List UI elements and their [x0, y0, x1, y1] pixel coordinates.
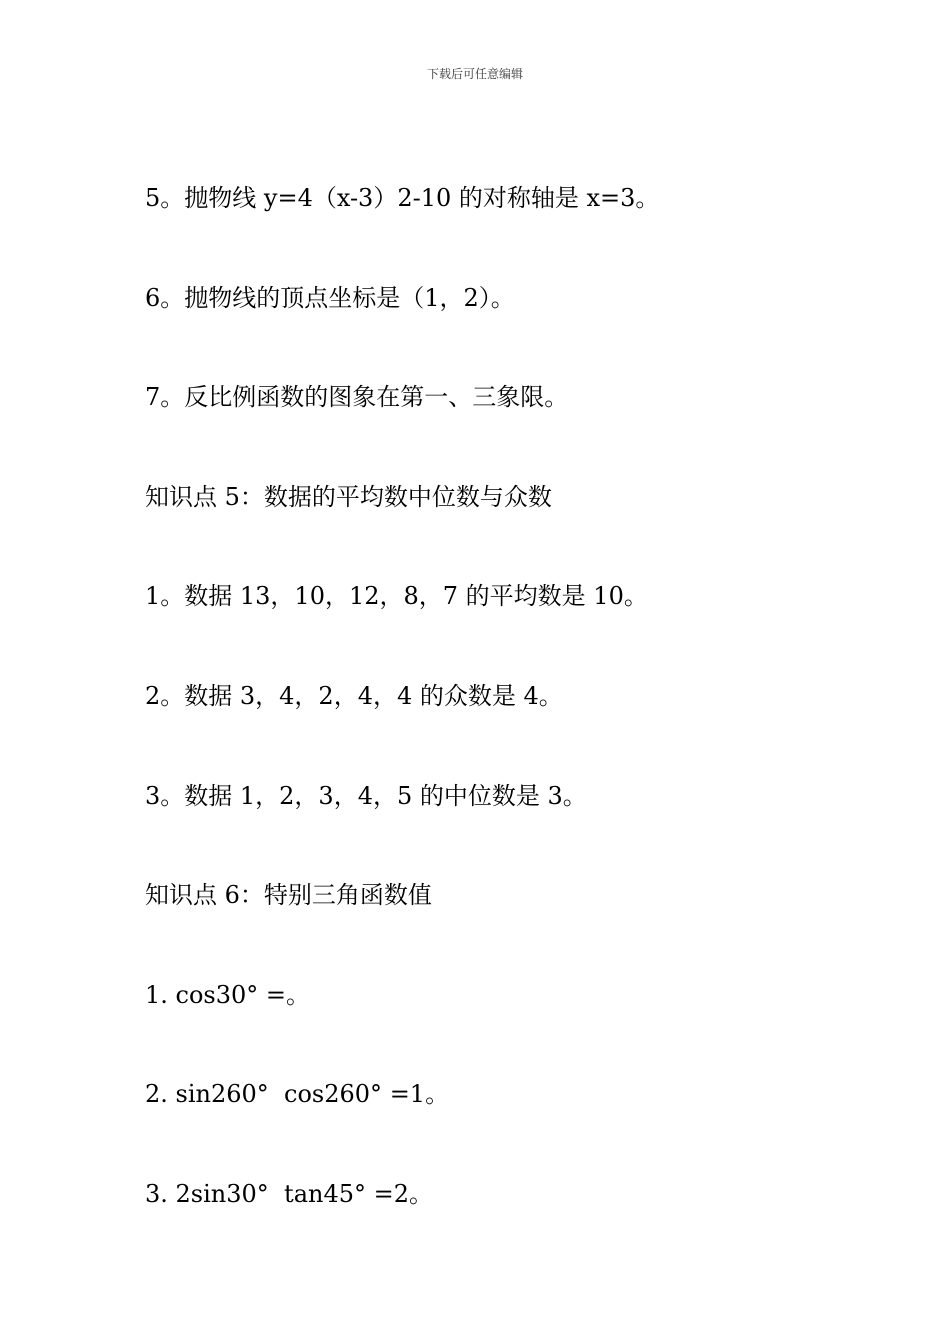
section-heading: 知识点 6：特别三角函数值 [145, 881, 432, 910]
text-line: 6。抛物线的顶点坐标是（1，2）。 [145, 283, 515, 312]
text-line: 1. cos30° =。 [145, 980, 311, 1009]
text-line: 1。数据 13，10，12，8，7 的平均数是 10。 [145, 582, 648, 611]
text-line: 7。反比例函数的图象在第一、三象限。 [145, 383, 569, 412]
page-header: 下载后可任意编辑 [426, 67, 523, 81]
document-body [145, 178, 905, 1274]
text-line: 5。抛物线 y=4（x-3）2-10 的对称轴是 x=3。 [145, 184, 660, 212]
text-line: 2. sin260° cos260° =1。 [145, 1080, 450, 1109]
text-line: 2。数据 3，4，2，4，4 的众数是 4。 [145, 681, 563, 710]
text-line: 3。数据 1，2，3，4，5 的中位数是 3。 [145, 781, 587, 810]
text-line: 3. 2sin30° tan45° =2。 [145, 1179, 433, 1208]
section-heading: 知识点 5：数据的平均数中位数与众数 [145, 482, 552, 511]
